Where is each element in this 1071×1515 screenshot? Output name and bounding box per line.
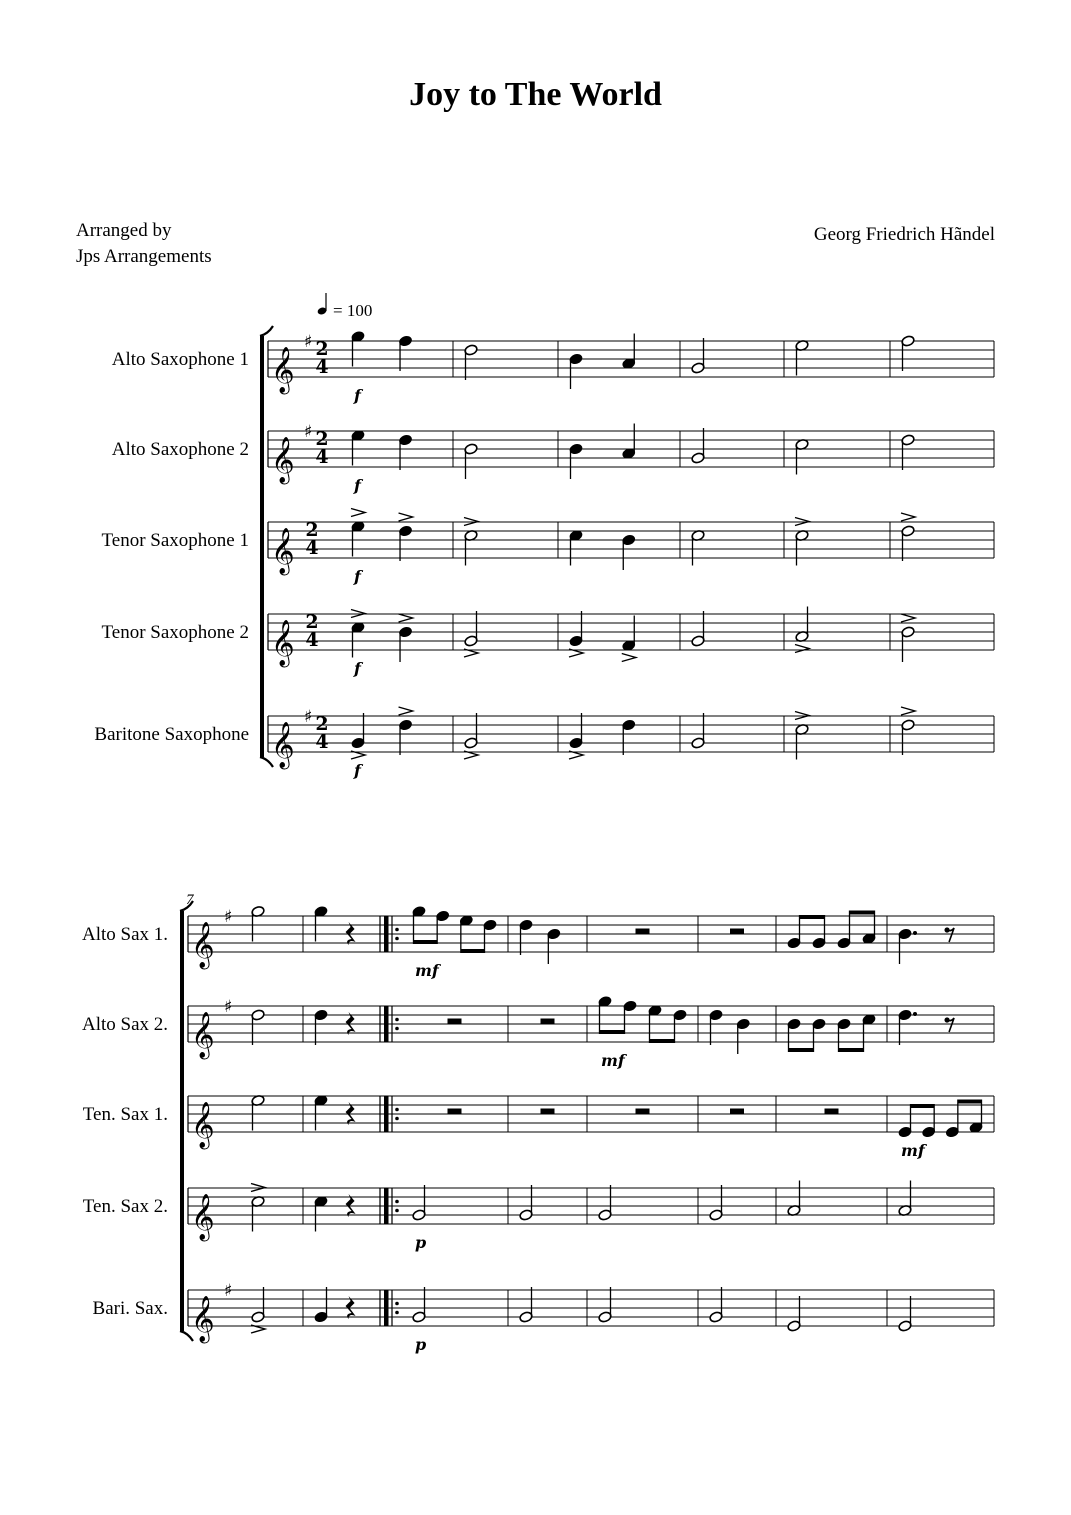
accent-icon (795, 645, 809, 653)
dynamic-marking: mf (901, 1141, 925, 1160)
treble-clef-icon: 𝄞 (191, 1102, 215, 1148)
dynamic-marking: f (354, 659, 361, 678)
staff (102, 509, 994, 587)
treble-clef-icon: 𝄞 (271, 347, 295, 393)
staff (83, 1094, 994, 1160)
bracket-top-curl (260, 326, 273, 336)
repeat-barline-thick (384, 1188, 389, 1224)
treble-clef-icon: 𝄞 (271, 620, 295, 666)
time-signature-bottom: 4 (315, 446, 329, 468)
measure-number: 7 (186, 892, 194, 908)
beam (414, 940, 438, 944)
staff (82, 995, 994, 1070)
treble-clef-icon: 𝄞 (271, 528, 295, 574)
dynamic-marking: mf (601, 1051, 625, 1070)
accent-icon (901, 513, 915, 521)
system-1 (94, 293, 994, 780)
repeat-dot-icon (395, 1302, 399, 1306)
staff (94, 707, 994, 780)
beam (600, 1030, 625, 1034)
system-bracket (260, 336, 264, 757)
dynamic-marking: mf (415, 961, 439, 980)
repeat-barline-thick (384, 1006, 389, 1042)
key-sharp-icon: ♯ (224, 1281, 233, 1301)
time-signature-top: 2 (305, 611, 319, 633)
dynamic-marking: f (354, 567, 361, 586)
instrument-name: Bari. Sax. (92, 1298, 168, 1319)
staff (112, 422, 994, 495)
half-rest-icon (730, 929, 744, 934)
instrument-name: Ten. Sax 2. (82, 1196, 168, 1217)
staff (82, 905, 994, 980)
dynamic-marking: p (415, 1335, 427, 1354)
tempo-marking: = 100 (333, 301, 373, 320)
arranger-label: Arranged by (76, 220, 172, 241)
instrument-name: Alto Saxophone 2 (111, 439, 249, 460)
treble-clef-icon: 𝄞 (271, 437, 295, 483)
half-rest-icon (448, 1019, 462, 1024)
beam (839, 1048, 864, 1052)
repeat-dot-icon (395, 1200, 399, 1204)
accent-icon (399, 614, 413, 622)
half-rest-icon (636, 1109, 650, 1114)
dot-icon (913, 931, 917, 935)
instrument-name: Alto Sax 2. (81, 1014, 168, 1035)
beam (789, 1048, 814, 1052)
treble-clef-icon: 𝄞 (191, 1296, 215, 1342)
instrument-name: Tenor Saxophone 1 (101, 530, 249, 551)
repeat-dot-icon (395, 1027, 399, 1031)
accent-icon (901, 707, 915, 715)
half-rest-icon (541, 1019, 555, 1024)
instrument-name: Baritone Saxophone (94, 724, 249, 745)
treble-clef-icon: 𝄞 (271, 722, 295, 768)
instrument-name: Alto Saxophone 1 (111, 349, 249, 370)
time-signature-bottom: 4 (315, 356, 329, 378)
beam (850, 911, 875, 915)
repeat-dot-icon (395, 1117, 399, 1121)
treble-clef-icon: 𝄞 (191, 1012, 215, 1058)
instrument-name: Tenor Saxophone 2 (101, 622, 249, 643)
repeat-dot-icon (395, 1209, 399, 1213)
accent-icon (399, 513, 413, 521)
dynamic-marking: f (354, 476, 361, 495)
key-sharp-icon: ♯ (304, 422, 313, 442)
instrument-name: Ten. Sax 1. (82, 1104, 168, 1125)
repeat-barline-thick (384, 1290, 389, 1326)
key-sharp-icon: ♯ (304, 707, 313, 727)
half-rest-icon (448, 1109, 462, 1114)
key-sharp-icon: ♯ (224, 997, 233, 1017)
repeat-dot-icon (395, 1108, 399, 1112)
key-sharp-icon: ♯ (304, 332, 313, 352)
treble-clef-icon: 𝄞 (191, 1194, 215, 1240)
staff (112, 330, 994, 405)
staff (102, 607, 994, 679)
system-2 (82, 892, 994, 1354)
treble-clef-icon: 𝄞 (191, 922, 215, 968)
repeat-dot-icon (395, 1311, 399, 1315)
key-sharp-icon: ♯ (224, 907, 233, 927)
eighth-rest-stem (947, 928, 954, 942)
beam (461, 949, 485, 953)
beam (800, 915, 825, 919)
dot-icon (913, 1012, 917, 1016)
arranger-name: Jps Arrangements (76, 246, 212, 267)
accent-icon (901, 614, 915, 622)
repeat-dot-icon (395, 937, 399, 941)
time-signature-bottom: 4 (315, 731, 329, 753)
staff (93, 1281, 994, 1354)
instrument-name: Alto Sax 1. (81, 924, 168, 945)
beam (650, 1039, 675, 1043)
half-rest-icon (730, 1109, 744, 1114)
repeat-barline-thick (384, 916, 389, 952)
beam (958, 1100, 982, 1104)
repeat-dot-icon (395, 1018, 399, 1022)
dynamic-marking: p (415, 1233, 427, 1252)
half-rest-icon (825, 1109, 839, 1114)
half-rest-icon (636, 929, 650, 934)
time-signature-top: 2 (305, 519, 319, 541)
dynamic-marking: f (354, 386, 361, 405)
eighth-rest-stem (947, 1018, 954, 1032)
accent-icon (399, 707, 413, 715)
time-signature-bottom: 4 (305, 537, 319, 559)
time-signature-bottom: 4 (305, 629, 319, 651)
repeat-barline-thick (384, 1096, 389, 1132)
time-signature-top: 2 (315, 428, 329, 450)
system-bracket (180, 911, 184, 1331)
dynamic-marking: f (354, 761, 361, 780)
repeat-dot-icon (395, 928, 399, 932)
beam (911, 1104, 935, 1108)
score-title: Joy to The World (409, 76, 662, 113)
time-signature-top: 2 (315, 713, 329, 735)
accent-icon (622, 654, 636, 662)
accent-icon (351, 509, 365, 517)
half-rest-icon (541, 1109, 555, 1114)
composer-credit: Georg Friedrich Hãndel (813, 224, 995, 245)
time-signature-top: 2 (315, 338, 329, 360)
staff (83, 1181, 994, 1253)
